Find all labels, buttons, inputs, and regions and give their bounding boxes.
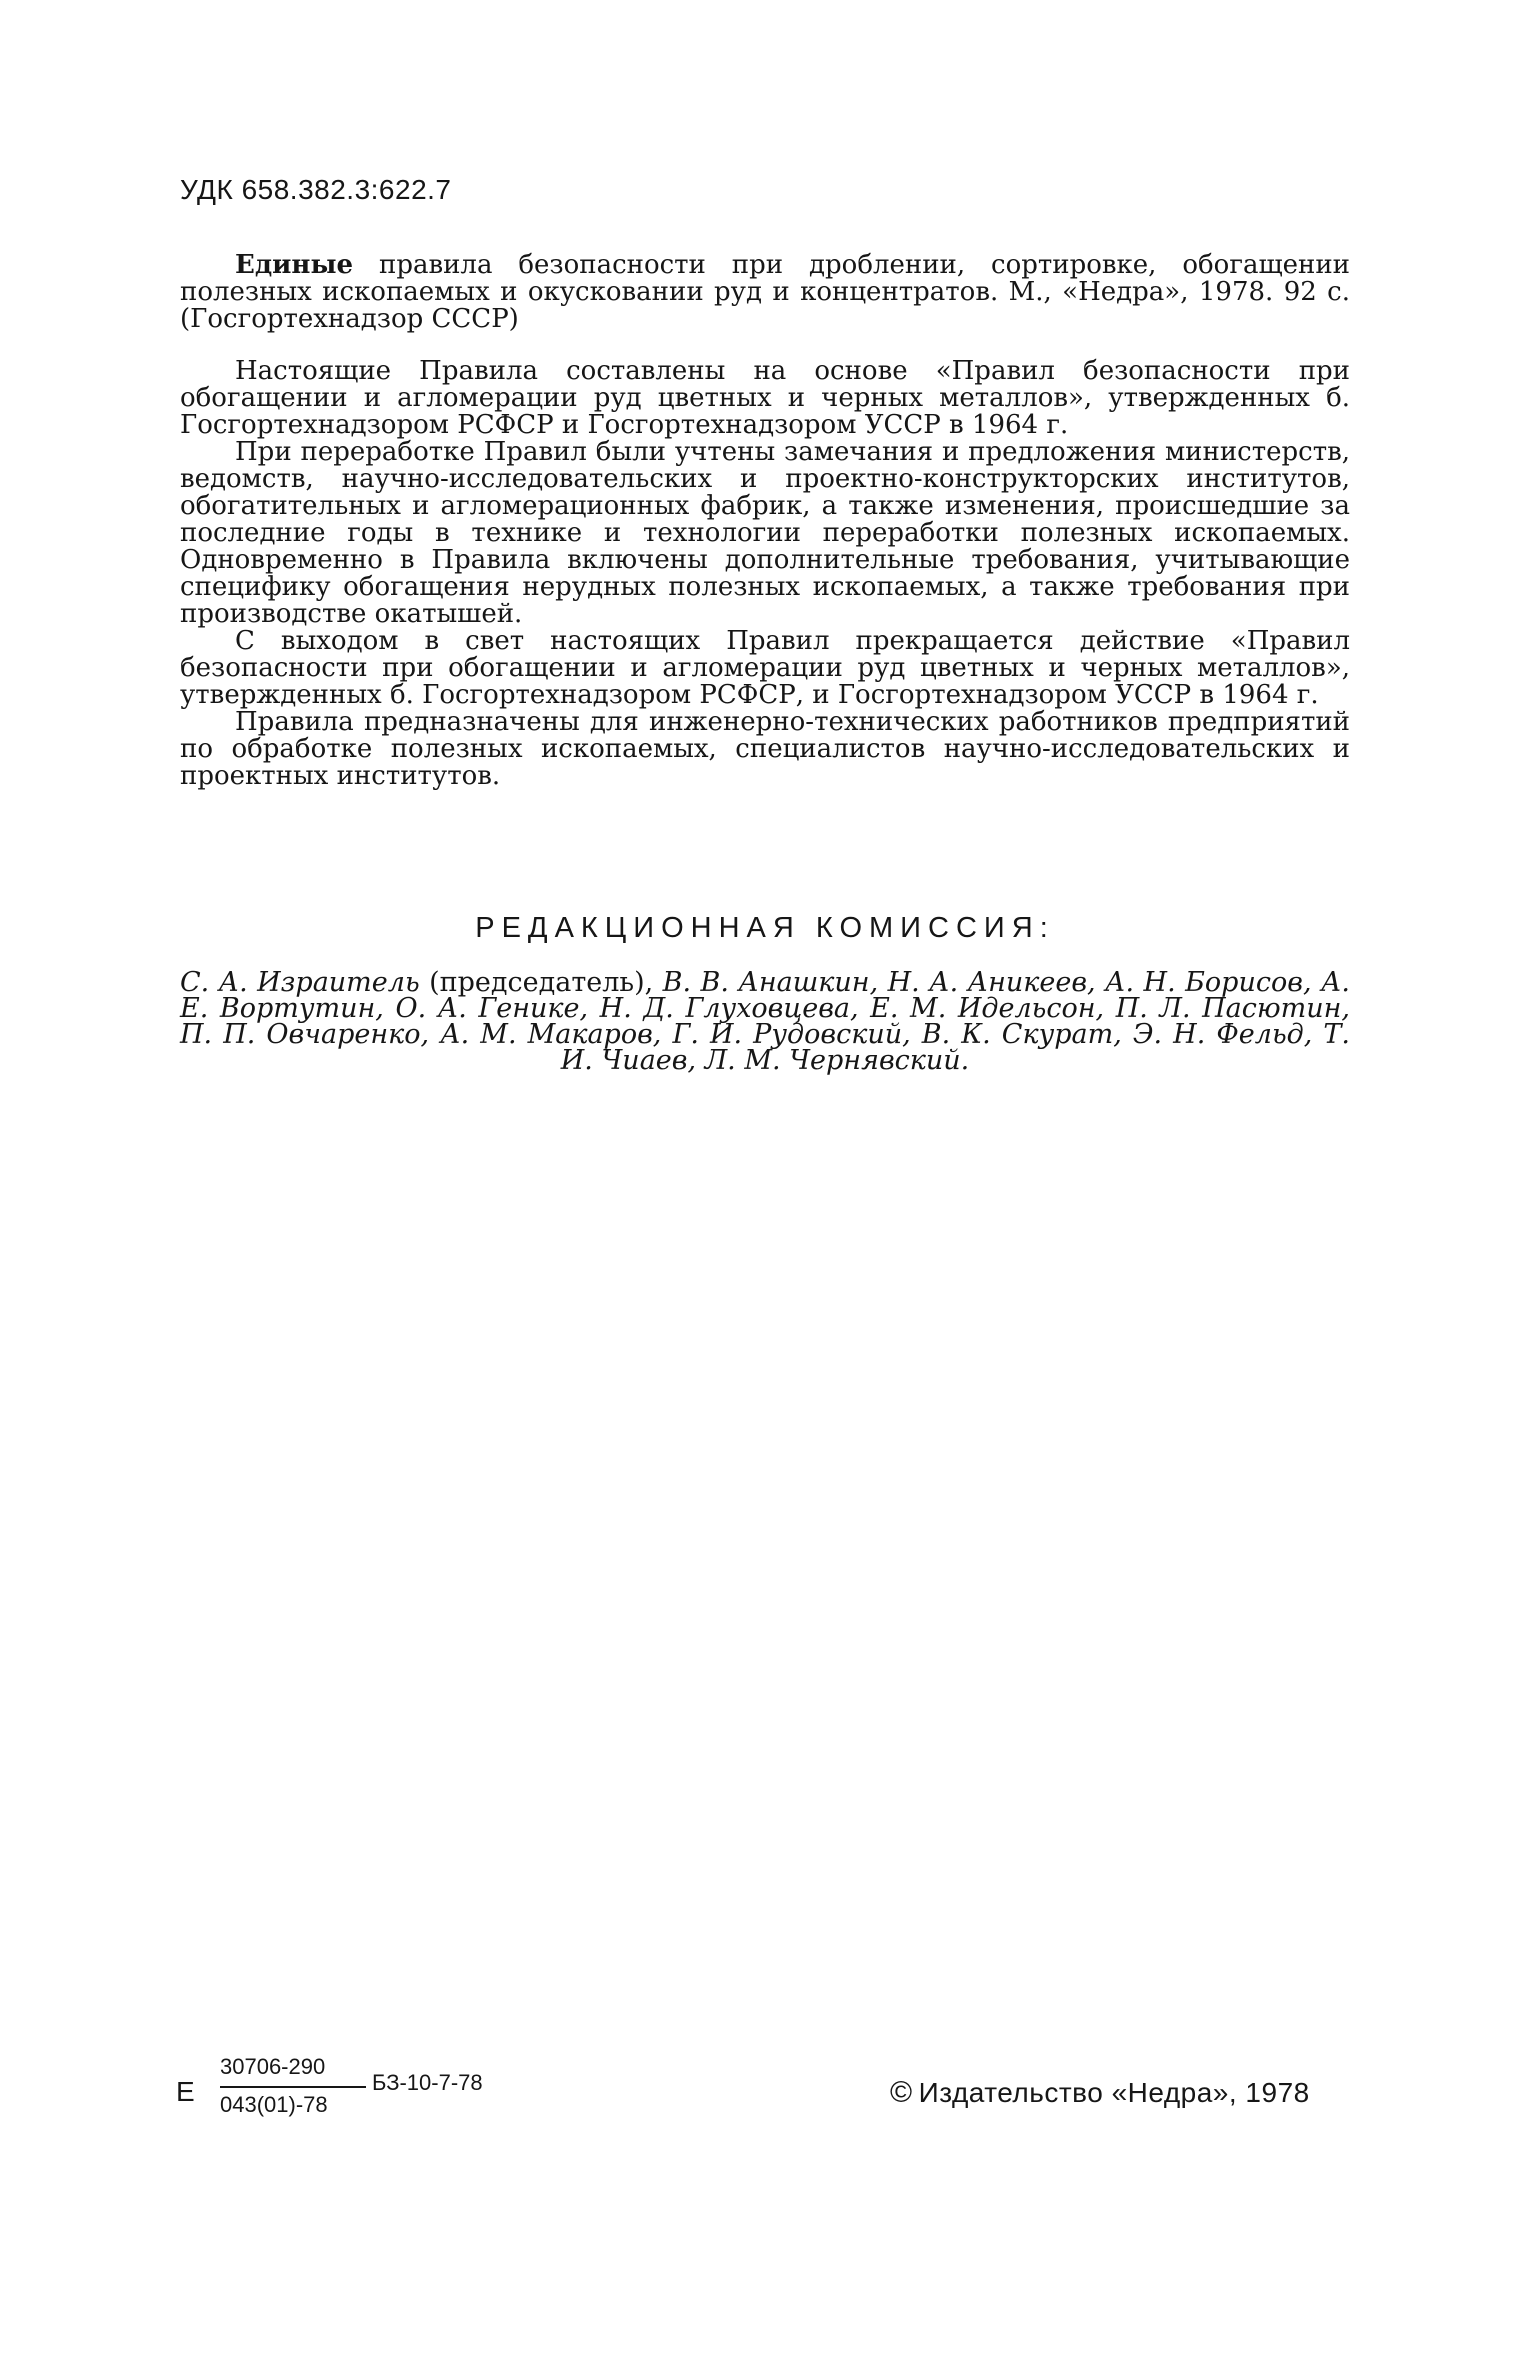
commission-member-list: В. В. Анашкин, Н. А. Аникеев, А. Н. Борисов, А. Е. Вортутин, О. А. Генике, Н. Д. Глуховцева, Е. М. Идельсон, П. Л. Пасютин, П. П. Овчаренко, А. М. Макаров, Г. И. Рудовский, В. К. Скурат, Э. Н. Фельд, Т. И. Чиаев, Л. М. Чернявский. [180,967,1350,1076]
editorial-commission-members [180,967,1350,1076]
index-denominator: 043(01)-78 [220,2092,328,2117]
paragraph: С выходом в свет настоящих Правил прекращается действие «Правил безопасности при обогащении и агломерации руд цветных и черных металлов», утвержденных б. Госгортехнадзором РСФСР, и Госгортехнадзором УССР в 1964 г. [180,626,1350,710]
preface-text [180,358,1350,790]
annotation-lead: Единые [235,250,354,280]
index-letter: Е [176,2076,195,2107]
publication-index-code [176,2054,576,2134]
bibliographic-annotation [180,252,1350,333]
editorial-commission-title: РЕДАКЦИОННАЯ КОМИССИЯ: [475,912,1055,944]
commission-chair: С. А. Израитель [180,967,420,998]
publisher-copyright [890,2076,1310,2110]
commission-chair-role: (председатель), [419,967,663,998]
index-code-number: БЗ-10-7-78 [372,2070,483,2095]
paragraph: При переработке Правил были учтены замечания и предложения министерств, ведомств, научно-исследовательских и проектно-конструкторских институтов, обогатительных и агломерационных фабрик, а также изменения, происшедшие за последние годы в технике и технологии переработки полезных ископаемых. Одновременно в Правила включены дополнительные требования, учитывающие специфику обогащения нерудных полезных ископаемых, а также требования при производстве окатышей. [180,437,1350,629]
publisher-text: Издательство «Недра», 1978 [918,2077,1310,2108]
fraction-bar [220,2086,366,2088]
index-numerator: 30706-290 [220,2054,326,2079]
paragraph: Настоящие Правила составлены на основе «Правил безопасности при обогащении и агломерации руд цветных и черных металлов», утвержденных б. Госгортехнадзором РСФСР и Госгортехнадзором УССР в 1964 г. [180,356,1350,440]
copyright-icon: © [890,2076,913,2109]
paragraph: Правила предназначены для инженерно-технических работников предприятий по обработке полезных ископаемых, специалистов научно-исследовательских и проектных институтов. [180,707,1350,791]
annotation-text: правила безопасности при дроблении, сортировке, обогащении полезных ископаемых и окусковании руд и концентратов. М., «Недра», 1978. 92 с. (Госгортехнадзор СССР) [180,250,1350,334]
udk-classification: УДК 658.382.3:622.7 [180,174,452,205]
